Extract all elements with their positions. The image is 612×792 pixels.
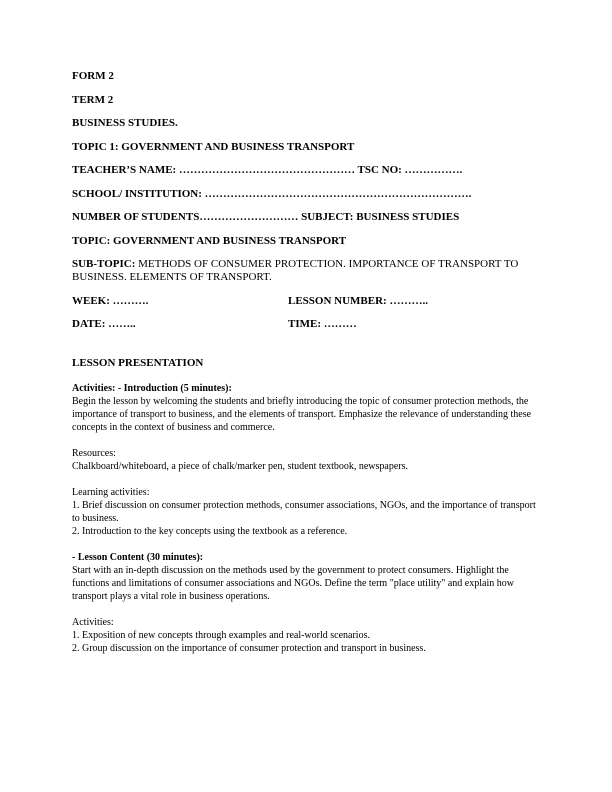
learning-item-1: 1. Brief discussion on consumer protection methods, consumer associations, NGOs, and the importance of transport to business. [72, 500, 536, 524]
students-line: NUMBER OF STUDENTS……………………… SUBJECT: BUSINESS STUDIES [72, 211, 460, 223]
topic-line: TOPIC: GOVERNMENT AND BUSINESS TRANSPORT [72, 234, 347, 247]
document-page [72, 70, 542, 655]
lesson-number-field: LESSON NUMBER: ……….. [288, 294, 428, 307]
subtopic [72, 258, 542, 284]
subtopic-label: SUB-TOPIC: [72, 258, 136, 270]
intro-text: Begin the lesson by welcoming the students and briefly introducing the topic of consumer protection methods, the importance of transport to business, and the elements of transport. Emphasize the relevance of understanding these concepts in the context of business and commerce. [72, 396, 532, 433]
activity-item-1: 1. Exposition of new concepts through examples and real-world scenarios. [72, 630, 370, 641]
time-field: TIME: ……… [288, 318, 357, 330]
teacher-line: TEACHER’S NAME: ………………………………………… TSC NO: ……………. [72, 164, 463, 176]
lesson-content-heading: - Lesson Content (30 minutes): [72, 552, 204, 563]
topic-1-line: TOPIC 1: GOVERNMENT AND BUSINESS TRANSPORT [72, 140, 355, 153]
form-line: FORM 2 [72, 70, 114, 82]
date-time-row [72, 318, 542, 331]
subject-title: BUSINESS STUDIES. [72, 117, 178, 129]
resources-text: Chalkboard/whiteboard, a piece of chalk/marker pen, student textbook, newspapers. [72, 461, 409, 472]
activities-label: Activities: [72, 617, 114, 628]
school-line: SCHOOL/ INSTITUTION: ………………………………………………………………. [72, 187, 472, 200]
resources-label: Resources: [72, 448, 116, 459]
week-lesson-row [72, 295, 542, 308]
week-field: WEEK: ………. [72, 294, 149, 307]
learning-item-2: 2. Introduction to the key concepts using the textbook as a reference. [72, 526, 348, 537]
date-field: DATE: …….. [72, 318, 136, 330]
activity-item-2: 2. Group discussion on the importance of consumer protection and transport in business. [72, 643, 426, 654]
learning-activities-label: Learning activities: [72, 487, 150, 498]
lesson-presentation-title: LESSON PRESENTATION [72, 357, 204, 369]
lesson-content-text: Start with an in-depth discussion on the methods used by the government to protect consumers. Highlight the functions and limitations of consumer associations and NGOs. Define the term "place utility" and explain how transport plays a vital role in business operations. [72, 565, 514, 602]
intro-heading: Activities: - Introduction (5 minutes): [72, 383, 232, 394]
subtopic-text: METHODS OF CONSUMER PROTECTION. IMPORTANCE OF TRANSPORT TO BUSINESS. ELEMENTS OF TRANSPORT. [72, 258, 519, 283]
term-line: TERM 2 [72, 93, 114, 106]
